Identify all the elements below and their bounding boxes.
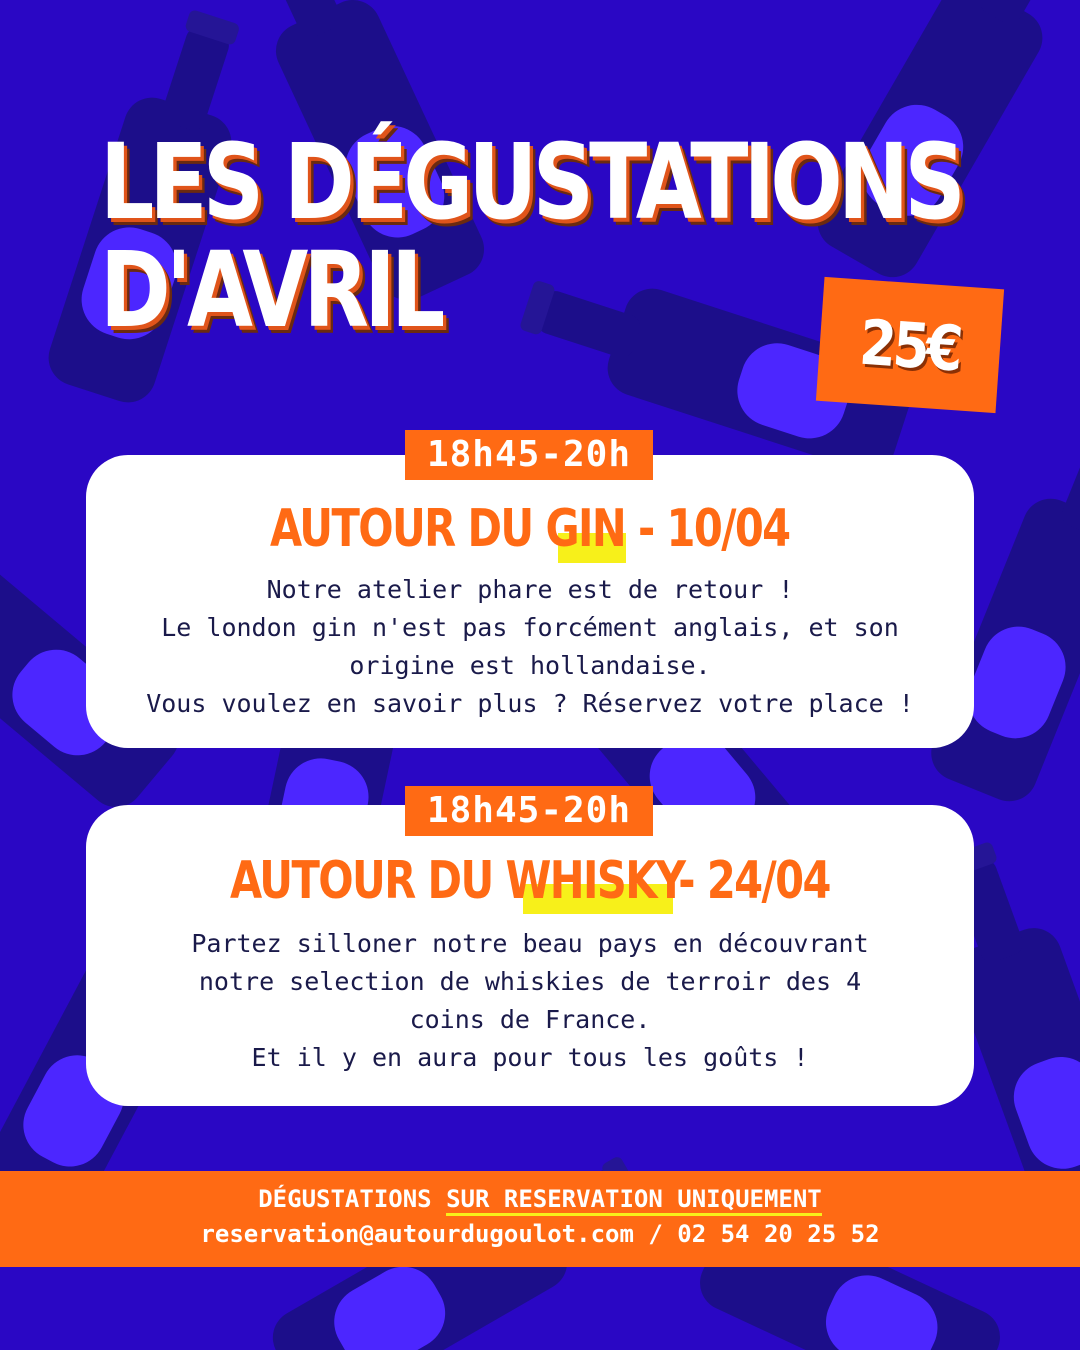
title-line-1: LES DÉGUSTATIONS: [100, 121, 961, 243]
desc-line: Notre atelier phare est de retour !: [266, 575, 794, 604]
event-title: AUTOUR DU GIN - 10/04: [270, 499, 790, 559]
price-badge: [816, 277, 1004, 413]
event-description: [86, 925, 974, 1077]
notice-emphasis: SUR RESERVATION UNIQUEMENT: [446, 1185, 822, 1216]
desc-line: notre selection de whiskies de terroir des 4: [198, 967, 862, 996]
reservation-notice: [0, 1183, 1080, 1215]
contact-info[interactable]: reservation@autourdugoulot.com / 02 54 20 25 52: [200, 1220, 880, 1248]
event-card-whisky: [86, 805, 974, 1106]
title-line-2: D'AVRIL: [100, 229, 441, 351]
desc-line: Le london gin n'est pas forcément anglais, et son: [161, 613, 899, 642]
event-description: [86, 571, 974, 723]
desc-line: Partez silloner notre beau pays en découvrant: [191, 929, 869, 958]
footer-banner: [0, 1171, 1080, 1267]
event-title: AUTOUR DU WHISKY- 24/04: [230, 851, 830, 911]
event-card-gin: [86, 455, 974, 748]
notice-prefix: DÉGUSTATIONS: [258, 1185, 447, 1213]
desc-line: coins de France.: [409, 1005, 651, 1034]
event-time-badge: 18h45-20h: [405, 430, 653, 480]
event-time-badge: 18h45-20h: [405, 786, 653, 836]
desc-line: origine est hollandaise.: [349, 651, 711, 680]
price-label: 25€: [857, 305, 963, 385]
desc-line: Et il y en aura pour tous les goûts !: [251, 1043, 809, 1072]
desc-line: Vous voulez en savoir plus ? Réservez votre place !: [146, 689, 914, 718]
